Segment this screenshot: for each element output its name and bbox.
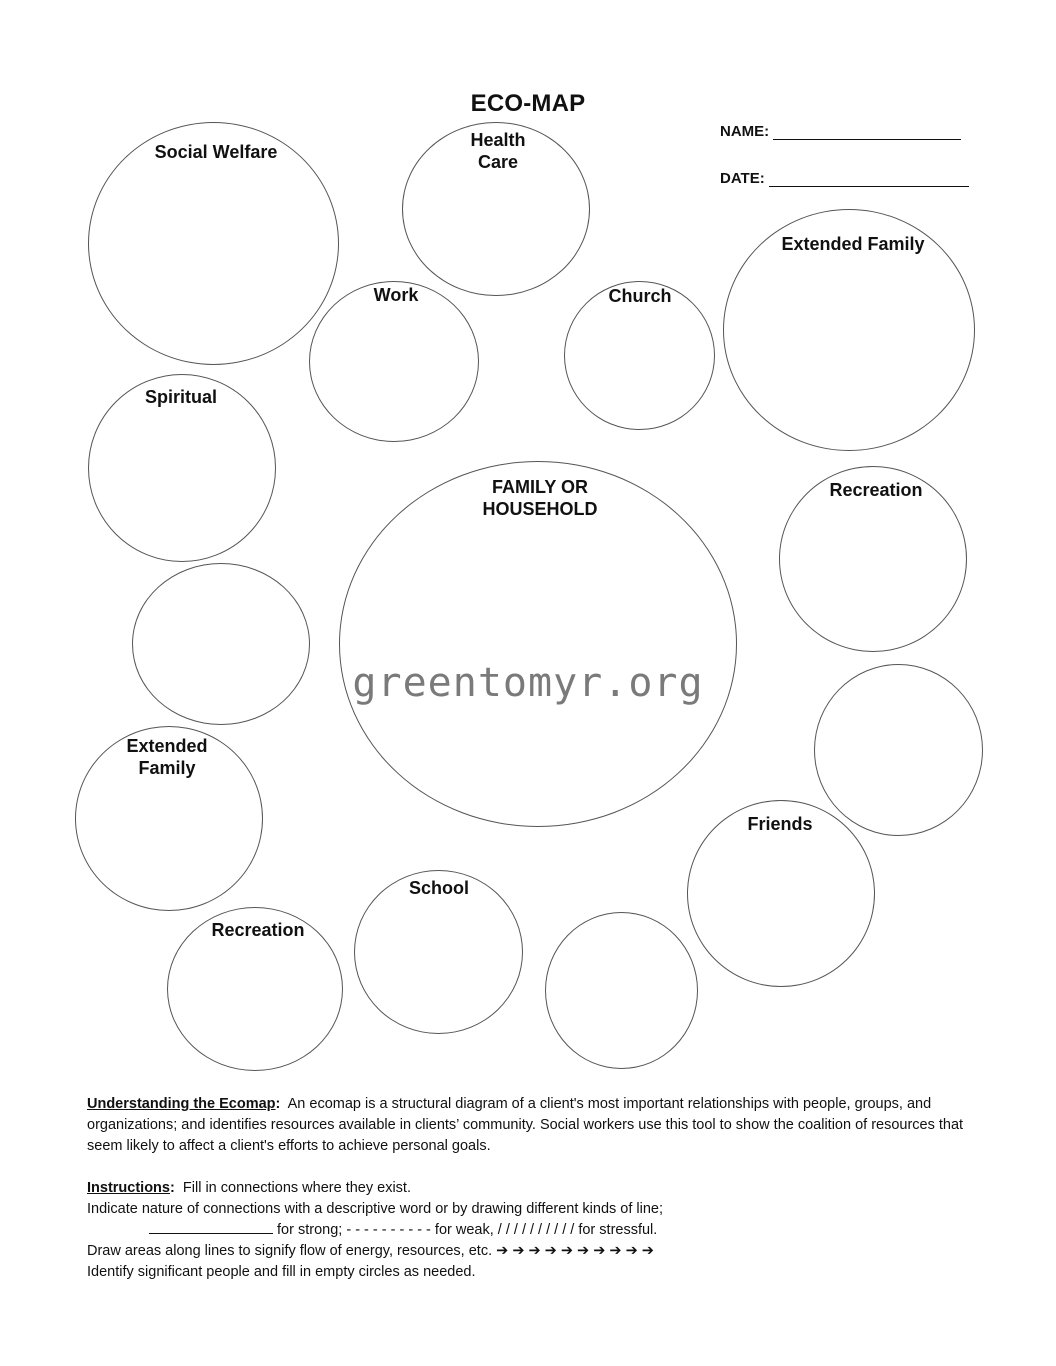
instructions-line2: Indicate nature of connections with a descriptive word or by drawing different kinds of line;: [87, 1201, 664, 1217]
instructions-line5: Identify significant people and fill in empty circles as needed.: [87, 1264, 476, 1280]
understanding-colon: :: [275, 1096, 281, 1112]
label-health-care-line2: Care: [477, 152, 519, 172]
date-label: DATE:: [720, 170, 765, 187]
instructions-heading: Instructions: [87, 1180, 170, 1196]
instructions-block: [87, 1178, 987, 1283]
label-health-care-line1: Health: [470, 130, 526, 150]
understanding-heading: Understanding the Ecomap: [87, 1096, 276, 1112]
watermark: greentomyr.org: [352, 660, 704, 706]
label-extended-family-top: Extended Family: [781, 234, 925, 254]
date-line[interactable]: [769, 172, 969, 187]
understanding-text: An ecomap is a structural diagram of a client's most important relationships with people, groups, and organizations; and identifies resources available in clients’ community. Social workers use this tool to show the coalition of resources that seem likely to affect a client's efforts to achieve personal goals.: [87, 1096, 964, 1154]
label-social-welfare: Social Welfare: [154, 142, 278, 162]
label-recreation-right: Recreation: [829, 480, 923, 500]
name-line[interactable]: [773, 125, 961, 140]
understanding-paragraph: [87, 1094, 987, 1157]
label-church: Church: [608, 286, 672, 306]
label-work: Work: [373, 285, 419, 305]
instructions-line4: Draw areas along lines to signify flow of energy, resources, etc. ➔ ➔ ➔ ➔ ➔ ➔ ➔ ➔ ➔ ➔: [87, 1243, 654, 1259]
circle-empty-bottom[interactable]: [545, 912, 698, 1069]
date-field[interactable]: [720, 170, 969, 187]
label-extended-family-left-line2: Family: [138, 758, 196, 778]
instructions-line3: for strong; - - - - - - - - - - for weak, / / / / / / / / / / for stressful.: [277, 1222, 658, 1238]
label-spiritual: Spiritual: [144, 387, 217, 407]
name-label: NAME:: [720, 123, 770, 140]
instructions-line3-row: [87, 1220, 987, 1241]
strong-line-sample: [149, 1220, 273, 1234]
label-extended-family-left-line1: Extended: [126, 736, 208, 756]
label-family-line2: HOUSEHOLD: [482, 499, 598, 519]
understanding-block: [87, 1094, 987, 1157]
instructions-text1: Fill in connections where they exist.: [182, 1180, 411, 1196]
label-recreation-bottom: Recreation: [211, 920, 305, 940]
label-school: School: [408, 878, 469, 898]
name-field[interactable]: [720, 123, 961, 140]
label-friends: Friends: [747, 814, 813, 834]
instructions-line1: [87, 1178, 987, 1199]
instructions-colon: :: [169, 1180, 175, 1196]
label-family-line1: FAMILY OR: [491, 477, 589, 497]
page-title: ECO-MAP: [470, 90, 586, 117]
